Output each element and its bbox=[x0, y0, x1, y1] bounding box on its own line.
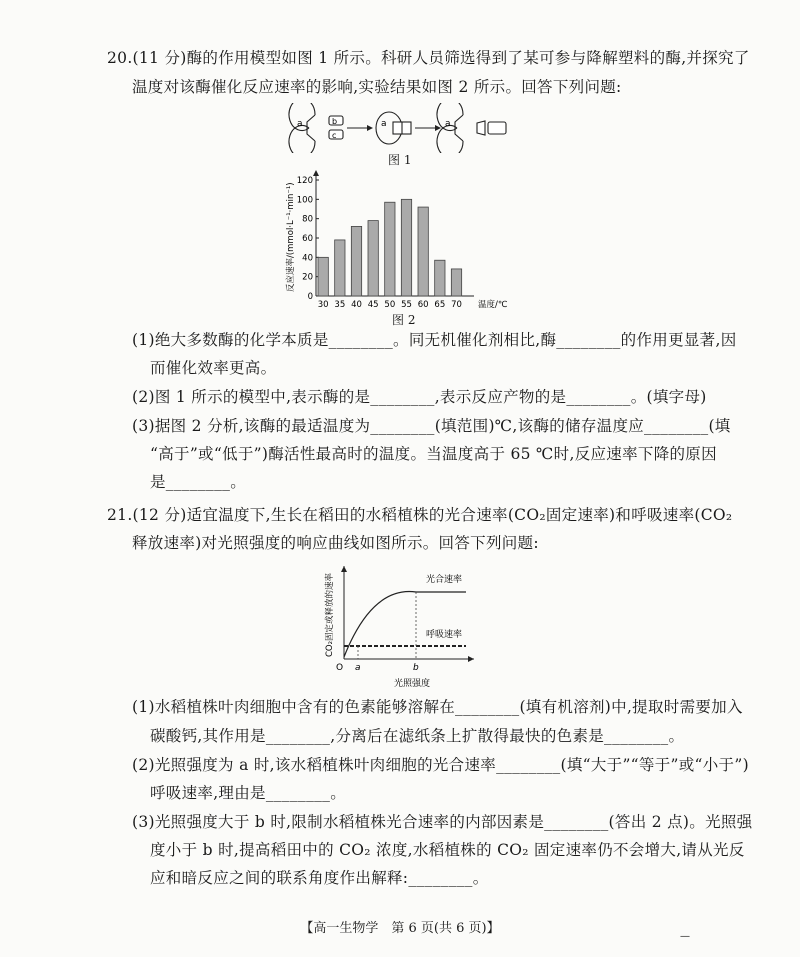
y-axis-label: CO₂固定或释放的速率 bbox=[325, 572, 335, 657]
q20-sub1-line1: (1)绝大多数酶的化学本质是________。同无机催化剂相比,酶________的作用更显著,因 bbox=[132, 331, 737, 349]
fig1-label-a-left: a bbox=[297, 119, 303, 129]
photosynthesis-curve bbox=[344, 592, 466, 657]
bar bbox=[351, 226, 361, 296]
q21-sub2-line2: 呼吸速率,理由是________。 bbox=[150, 784, 347, 802]
bar bbox=[368, 221, 378, 296]
y-tick-label: 40 bbox=[302, 253, 313, 264]
y-tick-label: 20 bbox=[302, 272, 313, 283]
x-tick-label: 55 bbox=[401, 300, 412, 310]
fig1-label-c: c bbox=[332, 131, 337, 140]
figure2-caption: 图 2 bbox=[392, 313, 416, 327]
x-tick-label: 50 bbox=[384, 300, 396, 310]
x-tick-label: 70 bbox=[451, 300, 462, 310]
q21-sub2-line1: (2)光照强度为 a 时,该水稻植株叶肉细胞的光合速率________(填“大于”“等于”或“小于”) bbox=[132, 756, 749, 774]
figure1-caption: 图 1 bbox=[388, 153, 412, 167]
y-tick-label: 60 bbox=[302, 234, 313, 244]
y-tick-label: 100 bbox=[296, 195, 313, 206]
figure2-bar-chart bbox=[282, 168, 522, 310]
corner-mark: — bbox=[680, 931, 690, 942]
q21-sub3-line3: 应和暗反应之间的联系角度作出解释:________。 bbox=[150, 869, 489, 887]
x-tick-label: 65 bbox=[434, 300, 446, 310]
series-label-photosynthesis: 光合速率 bbox=[426, 575, 463, 585]
x-mark-label: O bbox=[336, 663, 344, 673]
figure1-enzyme-model bbox=[285, 103, 515, 153]
bar bbox=[385, 202, 395, 296]
y-tick-label: 120 bbox=[296, 176, 313, 186]
bar bbox=[451, 269, 461, 296]
x-axis-label: 光照强度 bbox=[394, 679, 431, 689]
y-axis-arrow bbox=[341, 566, 347, 572]
y-tick-label: 80 bbox=[302, 214, 313, 225]
bar bbox=[418, 207, 428, 296]
q20-sub2: (2)图 1 所示的模型中,表示酶的是________,表示反应产物的是________。(填字母) bbox=[132, 388, 707, 406]
x-tick-label: 35 bbox=[334, 300, 346, 310]
x-tick-label: 60 bbox=[417, 300, 429, 310]
bar bbox=[401, 199, 411, 296]
light-response-chart bbox=[318, 558, 498, 693]
x-mark-label: a bbox=[355, 663, 361, 673]
fig1-label-b: b bbox=[332, 117, 338, 126]
fig1-label-a-right: a bbox=[445, 119, 451, 129]
bar bbox=[318, 257, 328, 296]
q20-sub3-line1: (3)据图 2 分析,该酶的最适温度为________(填范围)℃,该酶的储存温度应________(填 bbox=[132, 417, 731, 435]
q21-sub3-line2: 度小于 b 时,提高稻田中的 CO₂ 浓度,水稻植株的 CO₂ 固定速率仍不会增大,请从光反 bbox=[150, 841, 745, 859]
x-tick-label: 40 bbox=[351, 300, 362, 310]
y-axis-label: 反应速率/(mmol·L⁻¹·min⁻¹) bbox=[286, 182, 296, 292]
products bbox=[477, 121, 506, 135]
q21-stem-line2: 释放速率)对光照强度的响应曲线如图所示。回答下列问题: bbox=[132, 534, 539, 552]
page-footer: 【高一生物学 第 6 页(共 6 页)】 bbox=[300, 921, 500, 936]
x-axis-arrow bbox=[468, 656, 474, 662]
x-tick-label: 30 bbox=[317, 300, 329, 310]
q20-stem-line2: 温度对该酶催化反应速率的影响,实验结果如图 2 所示。回答下列问题: bbox=[132, 78, 622, 96]
q21-sub1-line1: (1)水稻植株叶肉细胞中含有的色素能够溶解在________(填有机溶剂)中,提取时需要加入 bbox=[132, 698, 743, 716]
bar bbox=[335, 240, 345, 296]
q20-stem-line1: 20.(11 分)酶的作用模型如图 1 所示。科研人员筛选得到了某可参与降解塑料的酶,并探究了 bbox=[107, 49, 750, 67]
q20-sub1-line2: 而催化效率更高。 bbox=[150, 359, 277, 377]
fig1-label-a-mid: a bbox=[381, 119, 387, 129]
x-tick-label: 45 bbox=[367, 300, 379, 310]
x-mark-label: b bbox=[413, 663, 419, 673]
q21-sub3-line1: (3)光照强度大于 b 时,限制水稻植株光合速率的内部因素是________(答出 2 点)。光照强 bbox=[132, 813, 753, 831]
bar bbox=[435, 260, 445, 296]
q20-sub3-line2: “高于”或“低于”)酶活性最高时的温度。当温度高于 65 ℃时,反应速率下降的原因 bbox=[150, 445, 717, 463]
q20-sub3-line3: 是________。 bbox=[150, 473, 247, 491]
y-tick-label: 0 bbox=[307, 292, 313, 302]
q21-stem-line1: 21.(12 分)适宜温度下,生长在稻田的水稻植株的光合速率(CO₂固定速率)和呼吸速率(CO₂ bbox=[107, 506, 733, 524]
x-axis-label: 温度/℃ bbox=[478, 300, 508, 310]
y-axis-arrow bbox=[313, 170, 319, 176]
series-label-respiration: 呼吸速率 bbox=[426, 630, 463, 640]
q21-sub1-line2: 碳酸钙,其作用是________,分离后在滤纸条上扩散得最快的色素是________。 bbox=[150, 727, 685, 745]
